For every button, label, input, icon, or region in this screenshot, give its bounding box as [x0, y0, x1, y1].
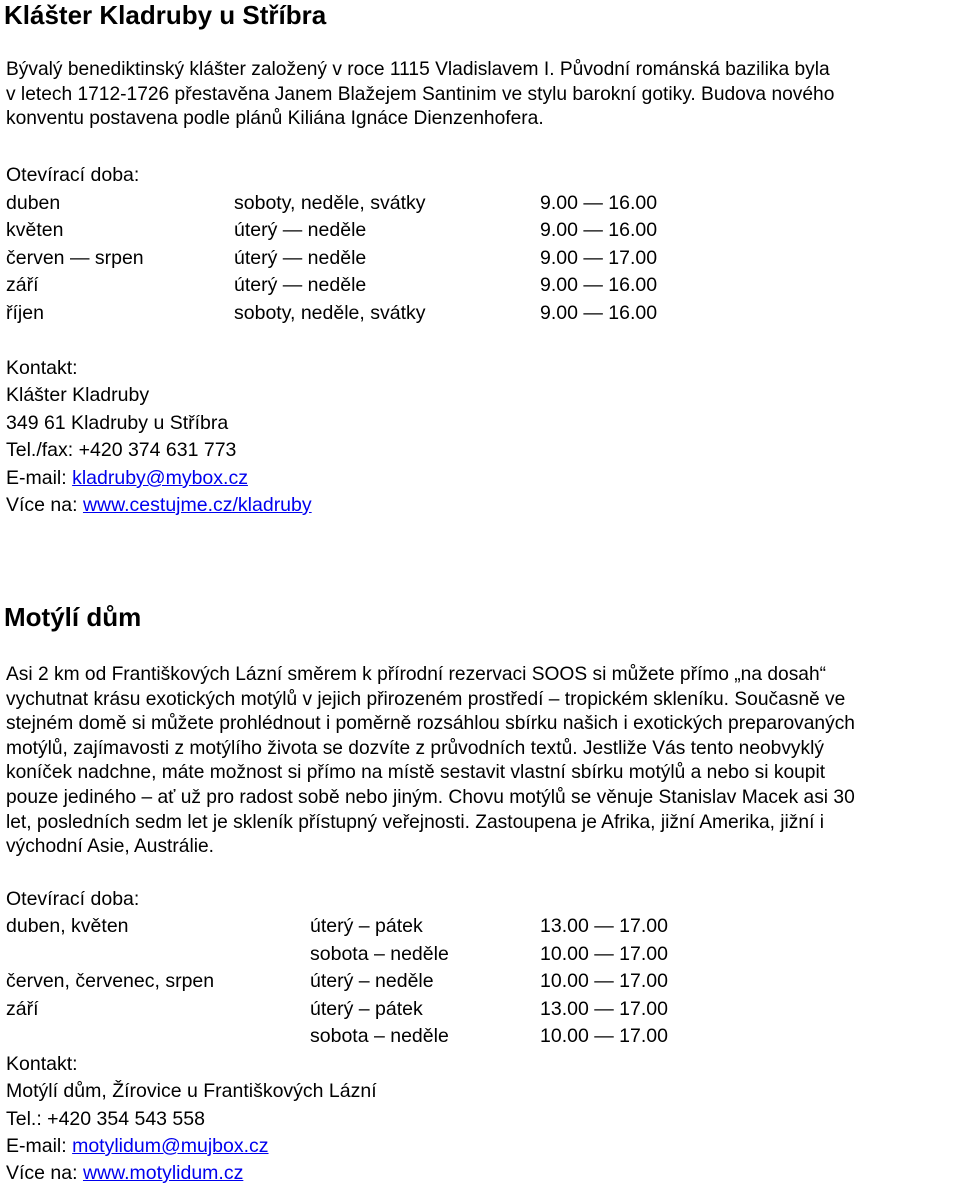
- email-link[interactable]: kladruby@mybox.cz: [72, 467, 248, 489]
- paragraph-line: Bývalý benediktinský klášter založený v roce 1115 Vladislavem I. Původní románská bazilika byla: [6, 59, 830, 80]
- hours-days: úterý – pátek: [310, 998, 423, 1020]
- email-label: E-mail:: [6, 1135, 73, 1157]
- hours-period: duben: [6, 192, 61, 214]
- hours-days: sobota – neděle: [310, 943, 449, 965]
- hours-time: 9.00 — 16.00: [540, 192, 658, 214]
- more-label: Více na:: [6, 1162, 83, 1184]
- hours-days: úterý – pátek: [310, 915, 423, 937]
- hours-time: 13.00 — 17.00: [540, 915, 668, 937]
- hours-heading: Otevírací doba:: [6, 888, 140, 910]
- hours-days: sobota – neděle: [310, 1025, 449, 1047]
- hours-days: soboty, neděle, svátky: [234, 192, 426, 214]
- paragraph-line: východní Asie, Austrálie.: [6, 836, 214, 858]
- hours-time: 13.00 — 17.00: [540, 998, 668, 1020]
- more-label: Více na:: [6, 494, 83, 516]
- paragraph-line: v letech 1712-1726 přestavěna Janem Blažejem Santinim ve stylu barokní gotiky. Budova nového: [6, 83, 835, 105]
- hours-period: květen: [6, 219, 64, 241]
- contact-email-row: [6, 467, 248, 490]
- hours-time: 9.00 — 16.00: [540, 219, 658, 241]
- email-link[interactable]: motylidum@mujbox.cz: [72, 1135, 269, 1157]
- contact-phone: Tel./fax: +420 374 631 773: [6, 439, 237, 461]
- paragraph-line: vychutnat krásu exotických motýlů v jejich přirozeném prostředí – tropickém skleníku. Současně ve: [6, 688, 846, 710]
- paragraph-line: let, posledních sedm let je skleník přístupný veřejnosti. Zastoupena je Afrika, jižní Amerika, jižní i: [6, 811, 824, 833]
- website-link[interactable]: www.motylidum.cz: [82, 1162, 244, 1184]
- paragraph-line: konventu postavena podle plánů Kiliána Ignáce Dienzenhofera.: [6, 108, 544, 130]
- hours-time: 9.00 — 16.00: [540, 274, 658, 296]
- section-title: Motýlí dům: [4, 602, 142, 632]
- contact-phone: Tel.: +420 354 543 558: [6, 1108, 205, 1130]
- hours-time: 10.00 — 17.00: [540, 970, 668, 992]
- paragraph-line: motýlů, zajímavosti z motýlího života se dozvíte z průvodních textů. Jestliže Vás tento neobvyklý: [6, 737, 824, 759]
- hours-time: 10.00 — 17.00: [540, 943, 668, 965]
- hours-time: 10.00 — 17.00: [540, 1025, 668, 1047]
- hours-period: září: [6, 998, 39, 1020]
- hours-time: 9.00 — 17.00: [540, 247, 658, 269]
- email-label: E-mail:: [6, 467, 73, 489]
- paragraph-line: pouze jediného – ať už pro radost sobě nebo jiným. Chovu motýlů se věnuje Stanislav Macek asi 30: [6, 786, 855, 808]
- website-link[interactable]: www.cestujme.cz/kladruby: [82, 494, 312, 516]
- hours-days: úterý — neděle: [234, 219, 367, 241]
- intro-paragraph: [6, 58, 951, 132]
- hours-time: 9.00 — 16.00: [540, 302, 658, 324]
- contact-address: 349 61 Kladruby u Stříbra: [6, 412, 229, 434]
- hours-period: duben, květen: [6, 915, 129, 937]
- contact-name: Klášter Kladruby: [6, 384, 150, 406]
- butterfly-paragraph: [6, 663, 951, 860]
- paragraph-line: Asi 2 km od Františkových Lázní směrem k přírodní rezervaci SOOS si můžete přímo „na dosah“: [6, 664, 827, 685]
- contact-heading: Kontakt:: [6, 1053, 78, 1075]
- page-title: Klášter Kladruby u Stříbra: [4, 0, 327, 30]
- paragraph-line: stejném domě si můžete prohlédnout i poměrně rozsáhlou sbírku našich i exotických preparovaných: [6, 713, 855, 735]
- hours-days: úterý — neděle: [234, 247, 367, 269]
- hours-days: soboty, neděle, svátky: [234, 302, 426, 324]
- hours-period: červen, červenec, srpen: [6, 970, 215, 992]
- hours-period: červen — srpen: [6, 247, 144, 269]
- paragraph-line: koníček nadchne, máte možnost si přímo na místě sestavit vlastní sbírku motýlů a nebo si koupit: [6, 762, 826, 784]
- hours-period: září: [6, 274, 39, 296]
- more-info-row: [6, 1162, 243, 1185]
- more-info-row: [6, 494, 312, 517]
- hours-days: úterý – neděle: [310, 970, 434, 992]
- hours-heading: Otevírací doba:: [6, 164, 140, 186]
- hours-days: úterý — neděle: [234, 274, 367, 296]
- contact-email-row: [6, 1135, 269, 1158]
- contact-heading: Kontakt:: [6, 357, 78, 379]
- hours-period: říjen: [6, 302, 44, 324]
- contact-name: Motýlí dům, Žírovice u Františkových Lázní: [6, 1080, 377, 1102]
